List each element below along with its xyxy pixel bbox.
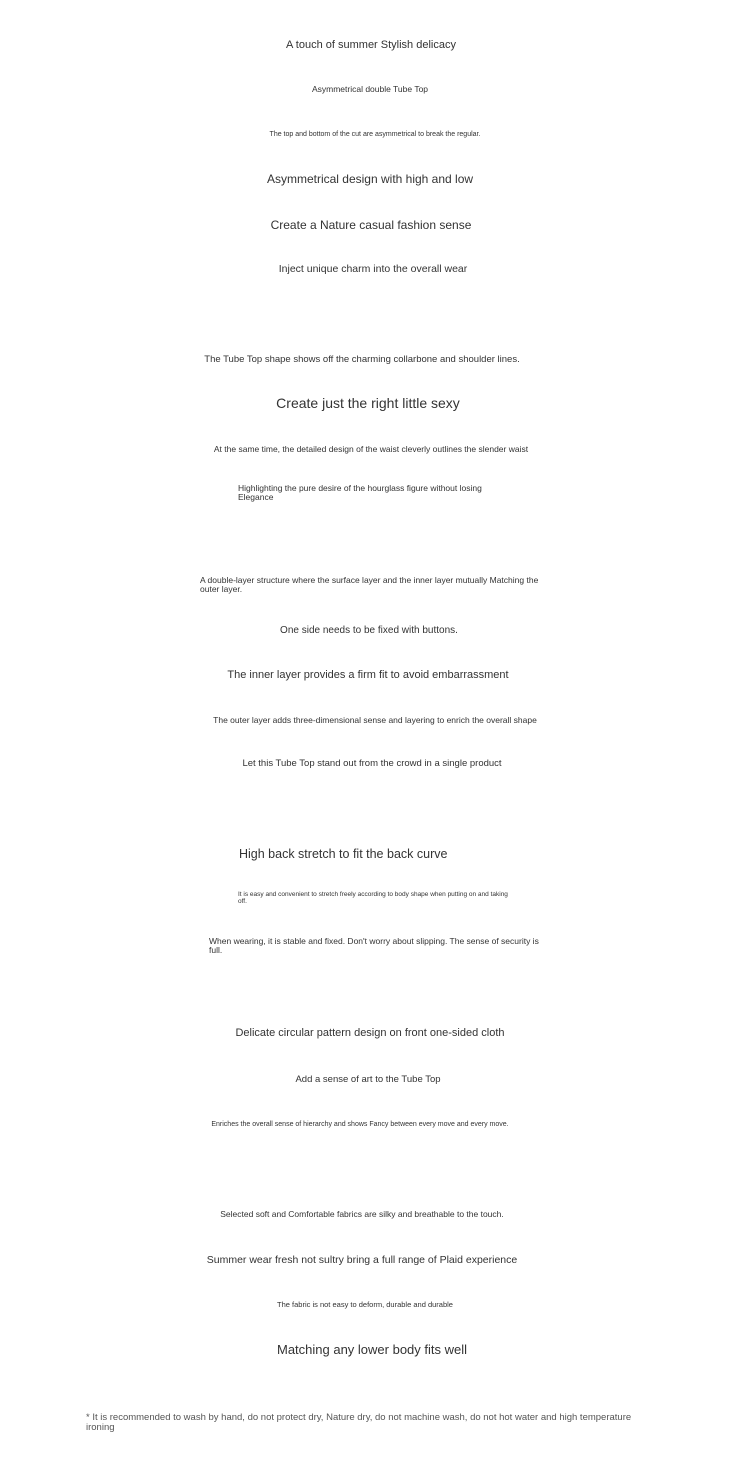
text-line: Inject unique charm into the overall wear — [278, 263, 468, 275]
text-line: When wearing, it is stable and fixed. Don't worry about slipping. The sense of security is full. — [209, 936, 539, 956]
text-line: Create just the right little sexy — [276, 395, 460, 411]
text-line: Enriches the overall sense of hierarchy and shows Fancy between every move and every move. — [211, 1121, 509, 1128]
text-line: Summer wear fresh not sultry bring a full range of Plaid experience — [206, 1254, 518, 1266]
text-line: Selected soft and Comfortable fabrics are silky and breathable to the touch. — [220, 1209, 504, 1219]
text-line: Matching any lower body fits well — [276, 1342, 468, 1357]
text-line: The top and bottom of the cut are asymmetrical to break the regular. — [269, 131, 481, 138]
text-line: High back stretch to fit the back curve — [239, 847, 448, 861]
text-line: At the same time, the detailed design of the waist cleverly outlines the slender waist — [213, 444, 529, 454]
text-line: One side needs to be fixed with buttons. — [280, 625, 458, 636]
text-line: The outer layer adds three-dimensional sense and layering to enrich the overall shape — [213, 715, 537, 725]
text-line: It is easy and convenient to stretch freely according to body shape when putting on and taking off. — [238, 891, 508, 906]
text-line: A double-layer structure where the surface layer and the inner layer mutually Matching the outer layer. — [200, 575, 539, 595]
text-line: Highlighting the pure desire of the hourglass figure without losing Elegance — [238, 483, 482, 503]
care-footnote: * It is recommended to wash by hand, do not protect dry, Nature dry, do not machine wash, do not hot water and high temperature ironing — [86, 1412, 632, 1434]
text-line: Delicate circular pattern design on front one-sided cloth — [235, 1027, 505, 1039]
text-line: Asymmetrical double Tube Top — [311, 84, 429, 94]
text-line: The fabric is not easy to deform, durable and durable — [277, 1300, 453, 1309]
text-line: The Tube Top shape shows off the charming collarbone and shoulder lines. — [204, 354, 520, 365]
text-line: The inner layer provides a firm fit to avoid embarrassment — [227, 669, 509, 681]
text-line: Create a Nature casual fashion sense — [270, 218, 472, 232]
text-line: A touch of summer Stylish delicacy — [286, 39, 456, 51]
text-line: Let this Tube Top stand out from the crowd in a single product — [242, 758, 502, 769]
text-line: Add a sense of art to the Tube Top — [295, 1074, 441, 1085]
text-line: Asymmetrical design with high and low — [266, 172, 474, 186]
